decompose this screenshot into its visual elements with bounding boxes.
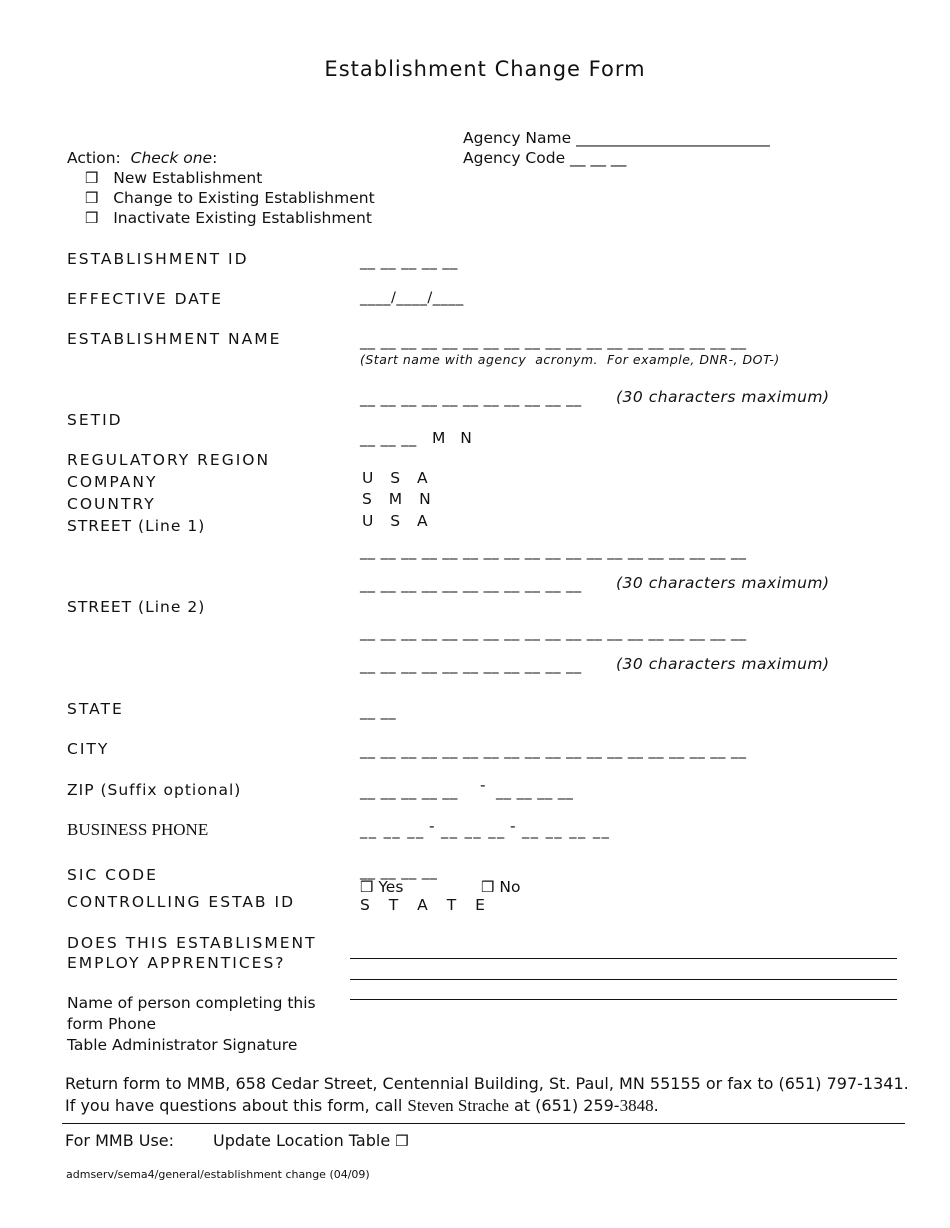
questions-prefix: If you have questions about this form, call [65,1096,408,1115]
street1-label: STREET (Line 1) [67,517,206,535]
zip-label: ZIP (Suffix optional) [67,781,242,799]
action-heading [67,149,217,167]
agency-code-blank[interactable]: __ __ __ [570,149,627,167]
checkbox-icon[interactable]: ❒ [360,878,374,896]
action-option-label: New Establishment [113,169,263,187]
company-value: S M N [362,490,437,508]
street2-blank-2[interactable]: __ __ __ __ __ __ __ __ __ __ __ [360,658,582,674]
effective-date-blank[interactable]: ____/____/____ [360,290,464,306]
signature-line[interactable] [350,999,897,1000]
city-label: CITY [67,740,110,758]
effective-date-label: EFFECTIVE DATE [67,290,223,308]
business-phone-blank-1[interactable]: __ __ __ [360,823,425,839]
zip-dash: - [480,776,486,794]
completed-by-name-label: Name of person completing this [67,994,316,1012]
apprentices-no-option[interactable] [481,878,520,896]
phone-line[interactable] [350,979,897,980]
name-line[interactable] [350,958,897,959]
signature-label: Table Administrator Signature [67,1036,298,1054]
sic-code-label: SIC CODE [67,866,158,884]
checkbox-icon[interactable]: ❒ [85,209,99,227]
state-label: STATE [67,700,124,718]
country-value: U S A [362,512,434,530]
contact-name: Steven Strache [407,1096,509,1115]
setid-blank[interactable]: __ __ __ [360,431,417,447]
action-option-inactivate[interactable] [85,209,372,227]
agency-name-blank[interactable]: _________________________ [576,129,770,147]
action-option-new[interactable] [85,169,262,187]
page-title: Establishment Change Form [324,57,646,81]
business-phone-blank-2[interactable]: __ __ __ [441,823,506,839]
checkbox-icon[interactable]: ❒ [85,189,99,207]
business-phone-dash-2: - [510,817,516,835]
action-colon: : [212,149,218,167]
setid-label: SETID [67,411,123,429]
apprentices-no-label: No [499,878,521,896]
checkbox-icon[interactable]: ❒ [85,169,99,187]
street2-label: STREET (Line 2) [67,598,206,616]
contact-ext: 3848 [619,1096,654,1115]
footer-divider [62,1123,905,1124]
action-option-label: Inactivate Existing Establishment [113,209,372,227]
establishment-name-max: (30 characters maximum) [616,388,830,406]
questions-mid: at (651) 259- [508,1096,620,1115]
setid-value: M N [432,429,477,447]
company-label: COMPANY [67,473,158,491]
city-blank[interactable]: __ __ __ __ __ __ __ __ __ __ __ __ __ __ __ __ __ __ __ [360,743,747,759]
completed-by-phone-label: form Phone [67,1015,157,1033]
update-location-table[interactable] [213,1131,409,1150]
action-option-label: Change to Existing Establishment [113,189,375,207]
sic-code-blank[interactable]: __ __ __ __ [360,864,438,880]
agency-code-label: Agency Code [463,149,566,167]
establishment-name-blank-1[interactable]: __ __ __ __ __ __ __ __ __ __ __ __ __ __ __ __ __ __ __ [360,334,747,350]
questions-end: . [653,1096,659,1115]
regulatory-region-value: U S A [362,469,434,487]
street2-blank-1[interactable]: __ __ __ __ __ __ __ __ __ __ __ __ __ __ __ __ __ __ __ [360,625,747,641]
update-location-label: Update Location Table [213,1131,391,1150]
zip-blank-2[interactable]: __ __ __ __ [496,784,574,800]
regulatory-region-label: REGULATORY REGION [67,451,271,469]
establishment-name-label: ESTABLISHMENT NAME [67,330,282,348]
apprentices-yes-option[interactable] [360,878,403,896]
state-blank[interactable]: __ __ [360,704,397,720]
checkbox-icon[interactable]: ❒ [481,878,495,896]
agency-code-row[interactable] [463,149,626,167]
apprentices-question-line1: DOES THIS ESTABLISMENT [67,934,317,952]
mmb-use-label: For MMB Use: [65,1131,175,1150]
business-phone-blank-3[interactable]: __ __ __ __ [522,823,611,839]
street1-max: (30 characters maximum) [616,574,830,592]
checkbox-icon[interactable]: ❒ [395,1132,409,1150]
form-code: admserv/sema4/general/establishment change (04/09) [66,1168,370,1181]
establishment-name-blank-2[interactable]: __ __ __ __ __ __ __ __ __ __ __ [360,391,582,407]
action-option-change[interactable] [85,189,375,207]
controlling-estab-id-label: CONTROLLING ESTAB ID [67,893,295,911]
street2-max: (30 characters maximum) [616,655,830,673]
business-phone-label: BUSINESS PHONE [67,820,209,839]
agency-name-label: Agency Name [463,129,572,147]
zip-blank-1[interactable]: __ __ __ __ __ [360,784,458,800]
street1-blank-1[interactable]: __ __ __ __ __ __ __ __ __ __ __ __ __ __ __ __ __ __ __ [360,544,747,560]
questions-line [65,1096,659,1116]
return-instructions: Return form to MMB, 658 Cedar Street, Centennial Building, St. Paul, MN 55155 or fax to (651) 797-1341. [65,1074,909,1093]
business-phone-dash-1: - [429,817,435,835]
establishment-name-note: (Start name with agency acronym. For example, DNR-, DOT-) [360,352,780,367]
agency-name-row[interactable] [463,129,770,147]
controlling-estab-id-value: S T A T E [360,896,492,914]
apprentices-yes-label: Yes [378,878,404,896]
apprentices-question-line2: EMPLOY APPRENTICES? [67,954,286,972]
action-hint: Check one [130,149,213,167]
establishment-id-label: ESTABLISHMENT ID [67,250,249,268]
street1-blank-2[interactable]: __ __ __ __ __ __ __ __ __ __ __ [360,577,582,593]
establishment-id-blank[interactable]: __ __ __ __ __ [360,254,458,270]
country-label: COUNTRY [67,495,156,513]
action-label: Action: [67,149,121,167]
